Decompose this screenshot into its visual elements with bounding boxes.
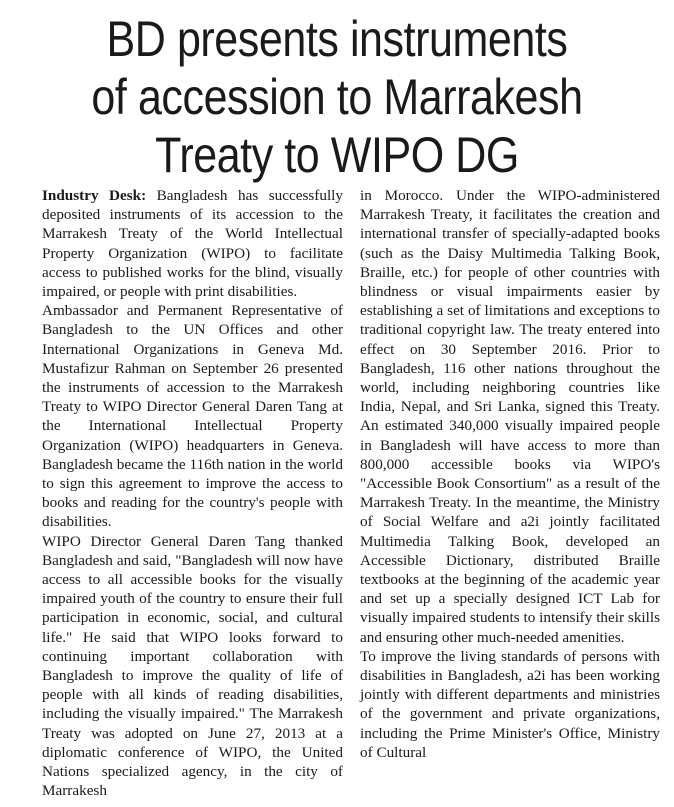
article-column-left bbox=[42, 186, 343, 801]
article-paragraph-3: WIPO Director General Daren Tang thanked Bangladesh and said, "Bangladesh will now have access to all accessible books for the visually impaired youth of the country to ensure their full participation in economic, social, and cultural life." He said that WIPO looks forward to continuing important collaboration with Bangladesh to improve the quality of life of people with all kinds of reading disabilities, including the visually impaired." The Marrakesh Treaty was adopted on June 27, 2013 at a diplomatic conference of WIPO, the United Nations specialized agency, in the city of Marrakesh bbox=[42, 532, 343, 800]
byline: Industry Desk: bbox=[42, 187, 147, 204]
headline-line-3: Treaty to WIPO DG bbox=[155, 127, 519, 183]
article-paragraph-2: Ambassador and Permanent Representative of Bangladesh to the UN Offices and other International Organizations in Geneva Md. Mustafizur Rahman on September 26 presented the instruments of accession to the Marrakesh Treaty to WIPO Director General Daren Tang at the International Intellectual Property Organization (WIPO) headquarters in Geneva. Bangladesh became the 116th nation in the world to sign this agreement to improve the access to books and reading for the country's people with disabilities. bbox=[42, 302, 343, 531]
headline-line-1: BD presents instruments bbox=[106, 11, 568, 67]
headline bbox=[47, 10, 627, 184]
article-paragraph-1 bbox=[42, 186, 343, 301]
headline-line-2: of accession to Marrakesh bbox=[91, 69, 583, 125]
article-column-right bbox=[360, 186, 660, 762]
article-paragraph-3-continued: in Morocco. Under the WIPO-administered Marrakesh Treaty, it facilitates the creation and international transfer of specially-adapted books (such as the Daisy Multimedia Talking Book, Braille, etc.) for people of other countries with blindness or visual impairments easier by establishing a set of limitations and exceptions to traditional copyright law. The treaty entered into effect on 30 September 2016. Prior to Bangladesh, 116 other nations throughout the world, including neighboring countries like India, Nepal, and Sri Lanka, signed this Treaty. An estimated 340,000 visually impaired people in Bangladesh will have access to more than 800,000 accessible books via WIPO's "Accessible Book Consortium" as a result of the Marrakesh Treaty. In the meantime, the Ministry of Social Welfare and a2i jointly facilitated Multimedia Talking Book, developed an Accessible Dictionary, distributed Braille textbooks at the beginning of the academic year and set up a specially designed ICT Lab for visually impaired students to intensify their skills and ensuring other much-needed amenities. bbox=[360, 187, 660, 646]
article-paragraph-1-text: Bangladesh has successfully deposited instruments of its accession to the Marrakesh Treaty of the World Intellectual Property Organization (WIPO) to facilitate access to published works for the blind, visually impaired, or people with print disabilities. bbox=[42, 187, 343, 301]
article-paragraph-4: To improve the living standards of persons with disabilities in Bangladesh, a2i has been working jointly with different departments and ministries of the government and private organizations, including the Prime Minister's Office, Ministry of Cultural bbox=[360, 647, 660, 761]
